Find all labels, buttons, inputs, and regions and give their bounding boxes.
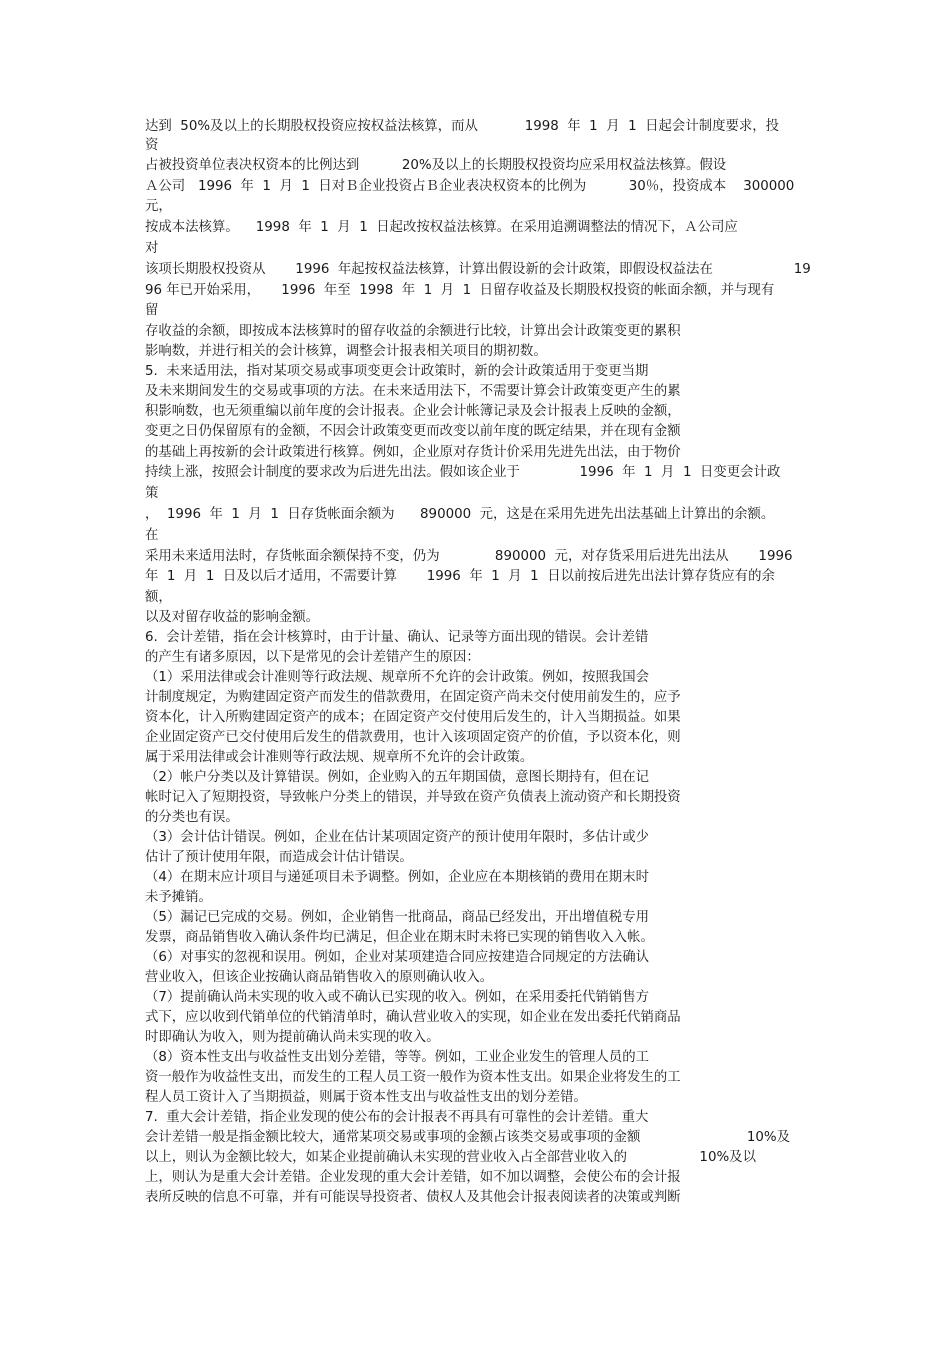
text-line: （6）对事实的忽视和误用。例如，企业对某项建造合同应按建造合同规定的方法确认 [145,950,649,965]
text-line: 的基础上再按新的会计政策进行核算。例如，企业原对存货计价采用先进先出法，由于物价 [145,445,681,460]
text-line: 属于采用法律或会计准则等行政法规、规章所不允许的会计政策。 [145,750,534,765]
text-line: 的分类也有误。 [145,810,239,825]
text-line: 96 年已开始采用， 1996 年至 1998 年 1 月 1 日留存收益及长期股权投资的帐面余额，并与现有 [145,283,775,298]
text-line: 程人员工资计入了当期损益，则属于资本性支出与收益性支出的划分差错。 [145,1090,587,1105]
text-line: 留 [145,303,159,318]
text-line: 以及对留存收益的影响金额。 [145,610,320,625]
text-line: ， 1996 年 1 月 1 日存货帐面余额为 890000 元，这是在采用先进先出法基础上计算出的余额。 [145,507,775,522]
text-line: （3）会计估计错误。例如，企业在估计某项固定资产的预计使用年限时，多估计或少 [145,830,649,845]
text-line: 表所反映的信息不可靠，并有可能误导投资者、债权人及其他会计报表阅读者的决策或判断 [145,1190,681,1205]
text-line: 未予摊销。 [145,890,212,905]
text-line: 时即确认为收入，则为提前确认尚未实现的收入。 [145,1030,440,1045]
text-line: Ａ公司 1996 年 1 月 1 日对Ｂ企业投资占Ｂ企业表决权资本的比例为 30％，投资成本 300000 [145,179,795,194]
text-line: 上，则认为是重大会计差错。企业发现的重大会计差错，如不加以调整，会使公布的会计报 [145,1170,681,1185]
text-line: 式下，应以收到代销单位的代销清单时，确认营业收入的实现，如企业在发出委托代销商品 [145,1010,681,1025]
text-line: 影响数，并进行相关的会计核算，调整会计报表相关项目的期初数。 [145,344,547,359]
text-line: 帐时记入了短期投资，导致帐户分类上的错误，并导致在资产负债表上流动资产和长期投资 [145,790,681,805]
text-line: 5. 未来适用法，指对某项交易或事项变更会计政策时，新的会计政策适用于变更当期 [145,364,649,379]
text-line: 变更之日仍保留原有的金额，不因会计政策变更而改变以前年度的既定结果，并在现有金额 [145,424,681,439]
text-line: 占被投资单位表决权资本的比例达到 20%及以上的长期股权投资均应采用权益法核算。假设 [145,158,727,173]
text-line: 策 [145,486,159,501]
text-line: 资一般作为收益性支出，而发生的工程人员工资一般作为资本性支出。如果企业将发生的工 [145,1070,681,1085]
text-line: 发票，商品销售收入确认条件均已满足，但企业在期末时未将已实现的销售收入入帐。 [145,930,654,945]
text-line: 会计差错一般是指金额比较大，通常某项交易或事项的金额占该类交易或事项的金额 10%及 [145,1130,791,1145]
text-line: 7. 重大会计差错，指企业发现的使公布的会计报表不再具有可靠性的会计差错。重大 [145,1110,649,1125]
text-line: 资本化，计入所购建固定资产的成本；在固定资产交付使用后发生的，计入当期损益。如果 [145,710,681,725]
text-line: 年 1 月 1 日及以后才适用，不需要计算 1996 年 1 月 1 日以前按后进先出法计算存货应有的余 [145,569,775,584]
text-line: 营业收入，但该企业按确认商品销售收入的原则确认收入。 [145,970,494,985]
text-line: 该项长期股权投资从 1996 年起按权益法核算，计算出假设新的会计政策，即假设权益法在 19 [145,262,811,277]
text-line: （7）提前确认尚未实现的收入或不确认已实现的收入。例如，在采用委托代销销售方 [145,990,649,1005]
text-line: （2）帐户分类以及计算错误。例如，企业购入的五年期国债，意图长期持有，但在记 [145,770,649,785]
text-line: 积影响数，也无须重编以前年度的会计报表。企业会计帐簿记录及会计报表上反映的金额， [145,404,681,419]
text-line: 及未来期间发生的交易或事项的方法。在未来适用法下，不需要计算会计政策变更产生的累 [145,384,681,399]
text-line: 估计了预计使用年限，而造成会计估计错误。 [145,850,413,865]
text-line: 对 [145,241,159,256]
text-line: （4）在期末应计项目与递延项目未予调整。例如，企业应在本期核销的费用在期末时 [145,870,649,885]
text-line: 持续上涨，按照会计制度的要求改为后进先出法。假如该企业于 1996 年 1 月 1 日变更会计政 [145,465,781,480]
text-line: 采用未来适用法时，存货帐面余额保持不变，仍为 890000 元，对存货采用后进先出法从 1996 [145,549,793,564]
text-line: 计制度规定，为购建固定资产而发生的借款费用，在固定资产尚未交付使用前发生的，应予 [145,690,681,705]
text-line: 存收益的余额，即按成本法核算时的留存收益的余额进行比较，计算出会计政策变更的累积 [145,324,681,339]
text-line: 按成本法核算。 1998 年 1 月 1 日起改按权益法核算。在采用追溯调整法的情况下，Ａ公司应 [145,220,738,235]
text-line: （8）资本性支出与收益性支出划分差错，等等。例如，工业企业发生的管理人员的工 [145,1050,649,1065]
text-line: （1）采用法律或会计准则等行政法规、规章所不允许的会计政策。例如，按照我国会 [145,670,649,685]
text-line: 6. 会计差错，指在会计核算时，由于计量、确认、记录等方面出现的错误。会计差错 [145,630,649,645]
text-line: 在 [145,528,159,543]
text-line: （5）漏记已完成的交易。例如，企业销售一批商品，商品已经发出，开出增值税专用 [145,910,649,925]
text-line: 额， [145,590,172,605]
text-line: 以上，则认为金额比较大，如某企业提前确认未实现的营业收入占全部营业收入的 10%及以 [145,1150,756,1165]
text-line: 资 [145,138,159,153]
text-line: 企业固定资产已交付使用后发生的借款费用，也计入该项固定资产的价值，予以资本化，则 [145,730,681,745]
text-line: 达到 50%及以上的长期股权投资应按权益法核算，而从 1998 年 1 月 1 日起会计制度要求，投 [145,119,780,134]
text-line: 的产生有诸多原因，以下是常见的会计差错产生的原因： [145,650,480,665]
text-line: 元， [145,199,172,214]
